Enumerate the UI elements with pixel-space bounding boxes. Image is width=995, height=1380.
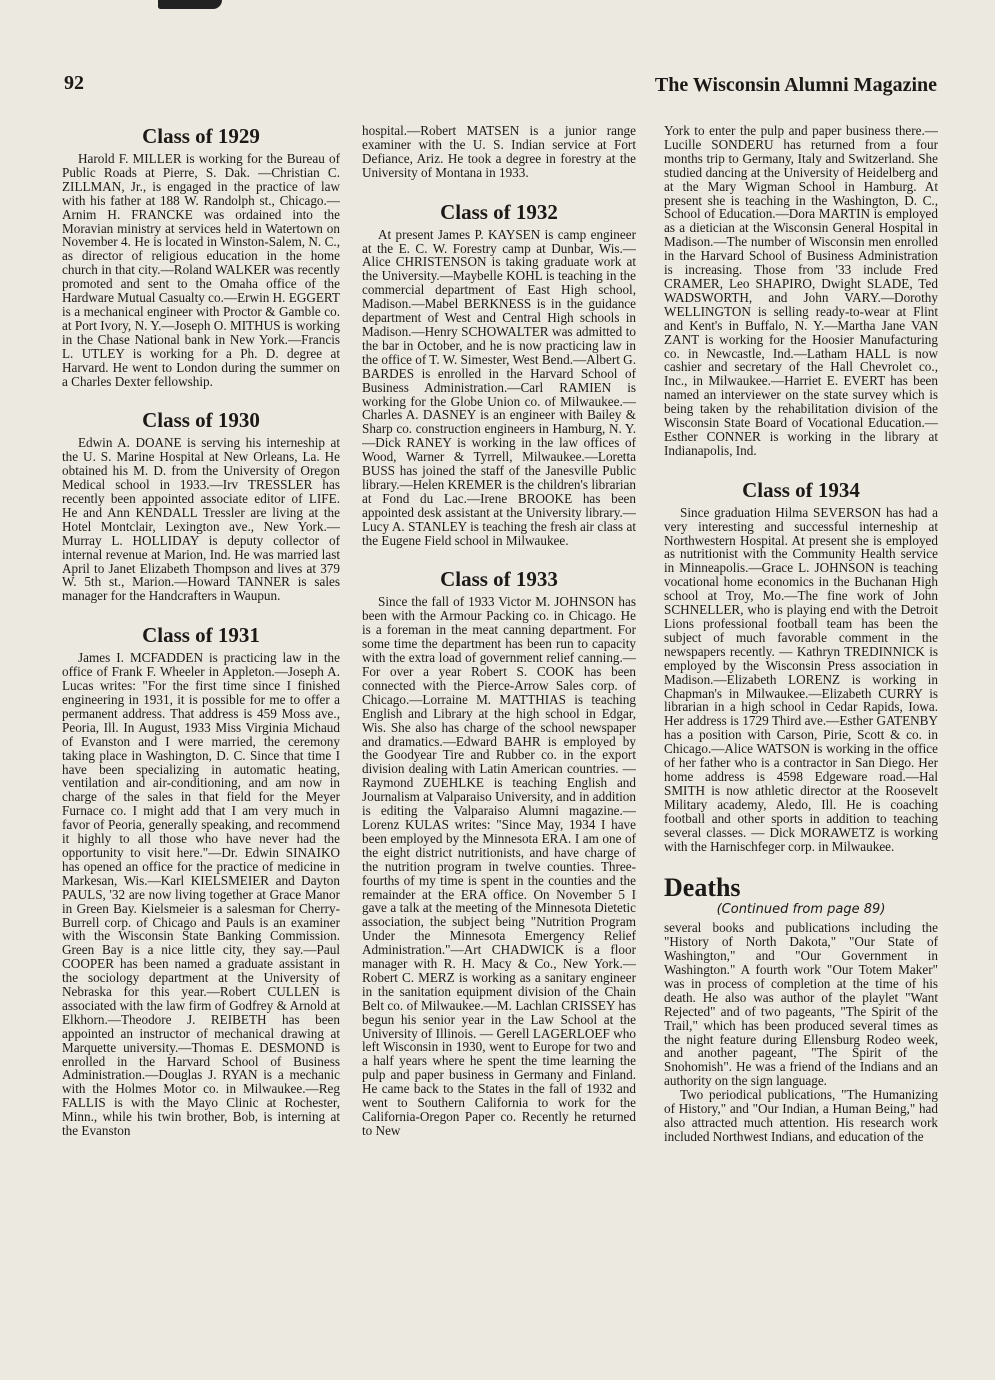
column-left (62, 124, 340, 1334)
section-class-1931 (62, 623, 340, 1138)
section-text: Two periodical publications, "The Humanizing of History," and "Our Indian, a Human Being," had also attracted much attention. His research work included Northwest Indians, and education of the (664, 1087, 938, 1144)
column-right (664, 124, 938, 1334)
section-text: York to enter the pulp and paper business there.—Lucille SONDERU has returned from a four months trip to Germany, Italy and Switzerland. She studied dancing at the University of Heidelberg and at the Mary Wigman School in Hamburg. At present she is teaching in the Washington, D. C., School of Education.—Dora MARTIN is employed as a dietician at the Wisconsin General Hospital in Madison.—The number of Wisconsin men enrolled in the Harvard School of Business Administration is increasing. Those from '33 include Fred CRAMER, Leo SHAPIRO, Dwight SLADE, Ted WADSWORTH, and John VARY.—Dorothy WELLINGTON is selling ready-to-wear at Flint and Kent's in Buffalo, N. Y.—Martha Jane VAN ZANT is working for the Hoosier Manufacturing co. in Newcastle, Ind.—Latham HALL is now cashier and secretary of the Hall Chevrolet co., Inc., in Milwaukee.—Harriet E. EVERT has been named an interviewer on the state survey which is being taken by the rehabilitation division of the Wisconsin State Board of Vocational Education.—Esther CONNER is working in the library at Indianapolis, Ind. (664, 124, 938, 458)
section-continuation (362, 124, 636, 180)
section-class-1929 (62, 124, 340, 388)
section-subtitle: (Continued from page 89) (716, 902, 886, 918)
section-text: Harold F. MILLER is working for the Bureau of Public Roads at Pierre, S. Dak. —Christian C. ZILLMAN, Jr., is engaged in the practice of law with his father at 188 W. Randolph st., Chicago.—Arnim H. FRANCKE was ordained into the Moravian ministry at services held in Watertown on November 4. He is located in Winston-Salem, N. C., as director of religious education in the home church in that city.—Roland WALKER was recently promoted and sent to the Omaha office of the Hardware Mutual Casualty co.—Erwin H. EGGERT is a mechanical engineer with Proctor & Gamble co. at Port Ivory, N. Y.—Joseph O. MITHUS is working in the Chase National bank in New York.—Francis L. UTLEY is working for a Ph. D. degree at Harvard. He went to London during the summer on a Charles Dexter fellowship. (62, 151, 340, 389)
section-title: Class of 1934 (742, 477, 860, 502)
section-title: Class of 1930 (142, 408, 260, 433)
section-deaths (664, 873, 938, 1143)
section-class-1933 (362, 567, 636, 1137)
section-title: Class of 1931 (142, 623, 260, 648)
section-text: Since graduation Hilma SEVERSON has had a very interesting and successful interneship at Northwestern Hospital. At present she is employed as nutritionist with the Community Health service in Minneapolis.—Grace L. JOHNSON is teaching vocational home economics in the Buchanan High school at Troy, Mo.—The fine work of John SCHNELLER, who is playing end with the Detroit Lions professional football team has been the subject of much favorable comment in the newspapers recently. — Kathryn TREDINNICK is employed by the Wisconsin Press association in Madison.—Elizabeth LORENZ is working in Chapman's in Milwaukee.—Elizabeth CURRY is librarian in a high school in Cedar Rapids, Iowa. Her address is 1729 Third ave.—Esther GATENBY has a position with Carson, Pirie, Scott & co. in Chicago.—Alice WATSON is working in the office of her father who is a contractor in San Diego. Her home address is 4598 Edgeware road.—Hal SMITH is now athletic director at the Roosevelt Military academy, Aledo, Ill. He is coaching football and other sports in addition to teaching several classes. — Dick MORAWETZ is working with the Harnischfeger corp. in Milwaukee. (664, 504, 938, 854)
section-text: several books and publications including the "History of North Dakota," "Our State of Washington," and "Our Government in Washington." A fourth work "Our Totem Maker" was in process of completion at the time of his death. He also was author of the playlet "Want Rejected" and of two pageants, "The Spirit of the Trail," which has been produced several times as the night feature during Ellensburg Rodeo week, and another pageant, "The Spirit of the Snohomish". He was a friend of the Indians and an authority on the sign language. (664, 920, 938, 1089)
section-class-1930 (62, 408, 340, 603)
scan-artifact (158, 0, 222, 9)
section-class-1932 (362, 200, 636, 548)
section-title: Class of 1933 (440, 567, 558, 592)
section-class-1934 (664, 478, 938, 854)
magazine-title: The Wisconsin Alumni Magazine (654, 74, 937, 96)
page-header (64, 72, 937, 102)
page-number: 92 (64, 72, 84, 94)
section-title: Deaths (664, 873, 741, 903)
column-middle (362, 124, 636, 1334)
section-text: hospital.—Robert MATSEN is a junior range examiner with the U. S. Indian service at Fort Defiance, Ariz. He took a degree in forestry at the University of Montana in 1933. (362, 124, 636, 180)
section-title: Class of 1929 (142, 124, 260, 148)
section-text: James I. MCFADDEN is practicing law in the office of Frank F. Wheeler in Appleton.—Joseph A. Lucas writes: "For the first time since I finished engineering in 1931, it is possible for me to offer a permanent address. That address is 459 Moss ave., Peoria, Ill. In August, 1933 Miss Virginia Michaud of Evanston and I were married, the ceremony taking place in Washington, D. C. Since that time I have been specializing in automatic heating, ventilation and air-conditioning, and am now in charge of the sales in that field for the Meyer Furnace co. I might add that I am very much in favor of Peoria, generally speaking, and recommend it highly to all those who have never had the opportunity to visit here."—Dr. Edwin SINAIKO has opened an office for the practice of medicine in Markesan, Wis.—Karl KIELSMEIER and Dayton PAULS, '32 are now living together at Grace Manor in Green Bay. Kielsmeier is a salesman for Cherry-Burrell corp. of Chicago and Pauls is an examiner with the Wisconsin State Banking Commission. Green Bay is a nice little city, they say.—Paul COOPER has been named a graduate assistant in the sociology department at the University of Nebraska for this year.—Robert CULLEN is associated with the law firm of Godfrey & Arnold at Elkhorn.—Theodore J. REIBETH has been appointed an instructor of mechanical drawing at Marquette university.—Thomas E. DESMOND is enrolled in the Harvard School of Business Administration.—Douglas J. RYAN is a mechanic with the Holmes Motor co. in Milwaukee.—Reg FALLIS is with the Mayo Clinic at Rochester, Minn., while his twin brother, Bob, is interning at the Evanston (62, 650, 340, 1139)
section-title: Class of 1932 (440, 199, 558, 224)
section-text: Since the fall of 1933 Victor M. JOHNSON has been with the Armour Packing co. in Chicago. He is a foreman in the meat canning department. For some time the department has been run to capacity with the extra load of government relief canning.—For over a year Robert S. COOK has been connected with the Pierce-Arrow Sales corp. of Chicago.—Lorraine M. MATTHIAS is teaching English and Library at the high school in Edgar, Wis. She also has charge of the school newspaper and dramatics.—Edward BAHR is employed by the Goodyear Tire and Rubber co. in the export division dealing with Latin American countries. — Raymond ZUEHLKE is teaching English and Journalism at Valparaiso University, and in addition is editing the Valparaiso Alumni magazine.—Lorenz KULAS writes: "Since May, 1934 I have been employed by the Minnesota ERA. I am one of the eight district nutritionists, and have charge of the nutrition program in twelve counties. Three-fourths of my time is spent in the counties and the remainder at the ERA office. On November 5 I gave a talk at the meeting of the Minnesota Dietetic association, the subject being "Nutrition Program Under the Minnesota Emergency Relief Administration."—Art CHADWICK is a floor manager with R. H. Macy & Co., New York.—Robert C. MERZ is working as a sanitary engineer in the sanitation equipment division of the Chain Belt co. of Milwaukee.—M. Lachlan CRISSEY has begun his senior year in the Law School at the University of Illinois. — Gerell LAGERLOEF who left Wisconsin in 1930, went to Europe for two and a half years where he spent the time learning the pulp and paper business in Germany and Finland. He came back to the States in the fall of 1932 and went to Southern California to work for the California-Oregon Paper co. Recently he returned to New (362, 594, 636, 1138)
section-text: At present James P. KAYSEN is camp engineer at the E. C. W. Forestry camp at Dunbar, Wis.—Alice CHRISTENSON is taking graduate work at the University.—Maybelle KOHL is teaching in the commercial department of East High school, Madison.—Mabel BERKNESS is in the guidance department of West and Central High schools in Madison.—Henry SCHOWALTER was admitted to the bar in October, and he is now practicing law in the office of T. W. Simester, West Bend.—Albert G. BARDES is enrolled in the Harvard School of Business Administration.—Carl RAMIEN is working for the Globe Union co. of Milwaukee.—Charles A. DASNEY is an engineer with Bailey & Sharp co. construction engineers in Hamburg, N. Y.—Dick RANEY is working in the law offices of Wood, Warner & Tyrrell, Milwaukee.—Loretta BUSS has joined the staff of the Janesville Public library.—Helen KREMER is the children's librarian at Fond du Lac.—Irene BROOKE has been appointed desk assistant at the University library.—Lucy A. STANLEY is teaching the fresh air class at the Eugene Field school in Milwaukee. (362, 226, 636, 548)
section-text: Edwin A. DOANE is serving his interneship at the U. S. Marine Hospital at New Orleans, La. He obtained his M. D. from the University of Oregon Medical school in 1933.—Irv TRESSLER has recently been appointed associate editor of LIFE. He and Ann KENDALL Tressler are living at the Hotel Montclair, Lexington ave., New York.—Murray L. HOLLIDAY is deputy collector of internal revenue at Marion, Ind. He was married last April to Janet Elizabeth Thompson and lives at 379 W. 5th st., Marion.—Howard TANNER is sales manager for the Handcrafters in Waupun. (62, 435, 340, 604)
section-continuation (664, 124, 938, 458)
